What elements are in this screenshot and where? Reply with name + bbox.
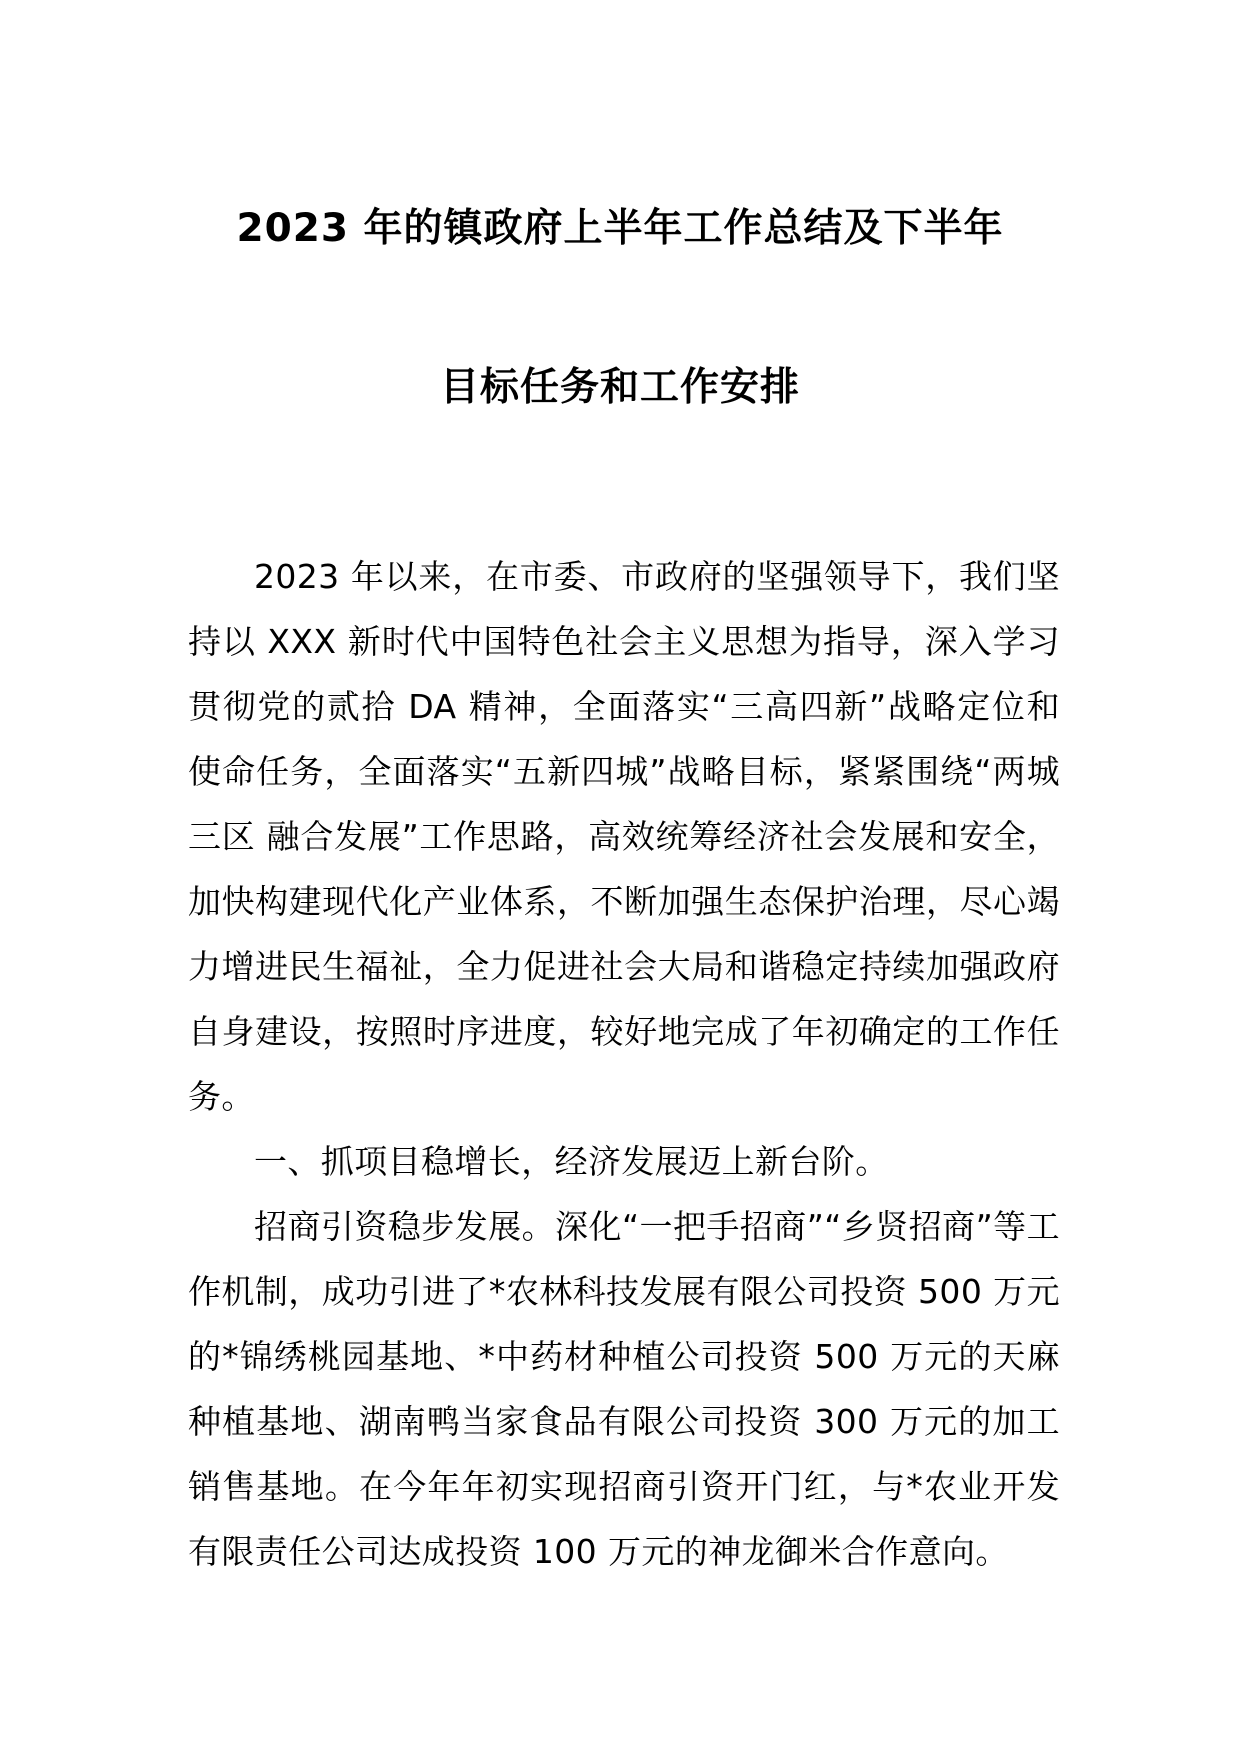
document-title-line-1: 2023 年的镇政府上半年工作总结及下半年 bbox=[236, 206, 1004, 251]
document-title-line-2: 目标任务和工作安排 bbox=[439, 365, 800, 410]
paragraph-investment: 招商引资稳步发展。深化“一把手招商”“乡贤招商”等工作机制，成功引进了*农林科技发展有限公司投资 500 万元的*锦绣桃园基地、*中药材种植公司投资 500 万元的天麻种植基地、湖南鸭当家食品有限公司投资 300 万元的加工销售基地。在今年年初实现招商引资开门红，与*农业开发有限责任公司达成投资 100 万元的神龙御米合作意向。 bbox=[188, 1207, 1060, 1571]
document-body bbox=[188, 544, 1060, 1584]
section-heading-1: 一、抓项目稳增长，经济发展迈上新台阶。 bbox=[254, 1142, 889, 1181]
paragraph-intro: 2023 年以来，在市委、市政府的坚强领导下，我们坚持以 XXX 新时代中国特色社会主义思想为指导，深入学习贯彻党的贰拾 DA 精神，全面落实“三高四新”战略定位和使命任务，全面落实“五新四城”战略目标，紧紧围绕“两城三区 融合发展”工作思路，高效统筹经济社会发展和安全，加快构建现代化产业体系，不断加强生态保护治理，尽心竭力增进民生福祉，全力促进社会大局和谐稳定持续加强政府自身建设，按照时序进度，较好地完成了年初确定的工作任务。 bbox=[188, 557, 1060, 1116]
